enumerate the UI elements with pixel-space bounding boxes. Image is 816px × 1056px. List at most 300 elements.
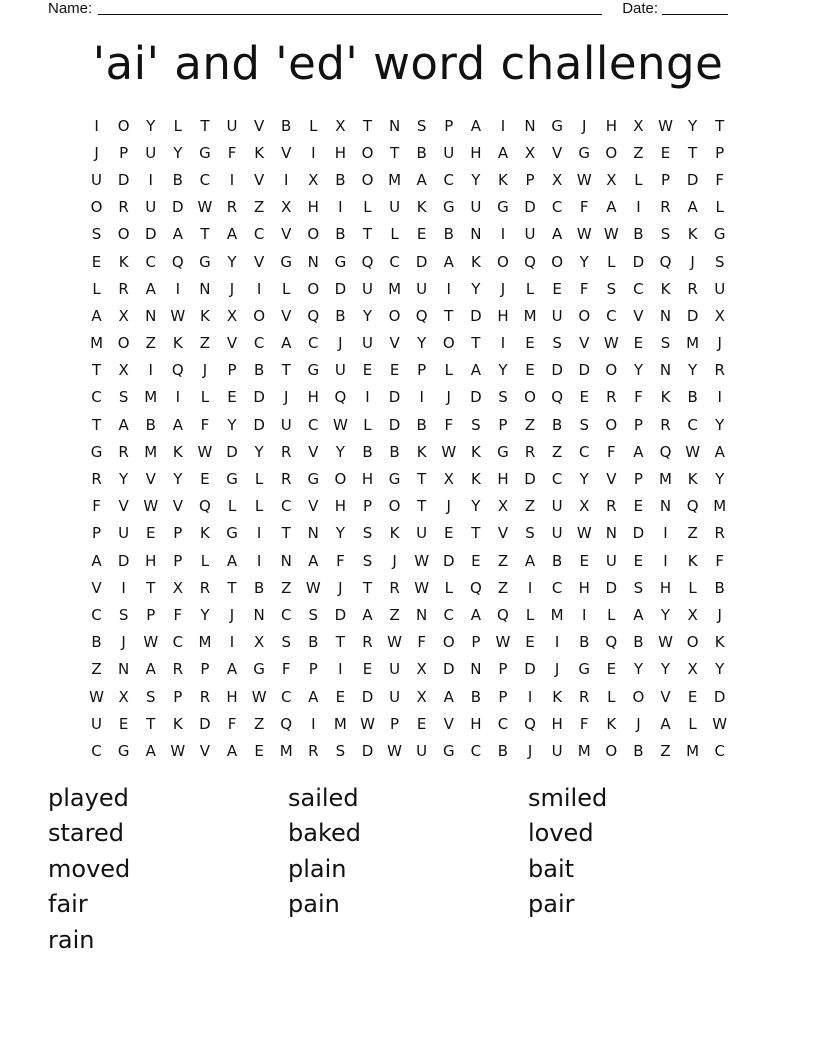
name-blank[interactable] bbox=[98, 0, 602, 15]
grid-letter[interactable]: R bbox=[280, 470, 292, 489]
grid-letter[interactable]: K bbox=[660, 388, 671, 407]
grid-letter[interactable]: N bbox=[253, 605, 265, 624]
grid-letter[interactable]: W bbox=[197, 442, 213, 461]
grid-letter[interactable]: C bbox=[714, 741, 725, 760]
grid-letter[interactable]: I bbox=[121, 578, 126, 597]
grid-letter[interactable]: D bbox=[470, 388, 482, 407]
grid-letter[interactable]: K bbox=[552, 687, 563, 706]
grid-letter[interactable]: P bbox=[362, 497, 372, 516]
grid-letter[interactable]: U bbox=[145, 198, 157, 217]
grid-letter[interactable]: Z bbox=[91, 660, 102, 679]
grid-letter[interactable]: O bbox=[361, 143, 374, 162]
grid-letter[interactable]: F bbox=[579, 198, 589, 217]
grid-letter[interactable]: C bbox=[443, 605, 454, 624]
grid-letter[interactable]: A bbox=[145, 660, 156, 679]
grid-letter[interactable]: A bbox=[118, 415, 129, 434]
grid-letter[interactable]: D bbox=[172, 198, 184, 217]
grid-letter[interactable]: A bbox=[497, 143, 509, 162]
grid-letter[interactable]: V bbox=[118, 497, 129, 516]
grid-letter[interactable]: D bbox=[524, 660, 536, 679]
grid-letter[interactable]: J bbox=[717, 334, 722, 353]
grid-letter[interactable]: X bbox=[118, 306, 129, 325]
grid-letter[interactable]: S bbox=[362, 551, 373, 570]
grid-letter[interactable]: T bbox=[471, 334, 481, 353]
grid-letter[interactable]: P bbox=[471, 633, 481, 652]
grid-letter[interactable]: S bbox=[335, 741, 346, 760]
grid-letter[interactable]: T bbox=[200, 116, 210, 135]
grid-letter[interactable]: T bbox=[200, 225, 210, 244]
grid-letter[interactable]: Z bbox=[145, 334, 156, 353]
grid-letter[interactable]: U bbox=[91, 170, 103, 189]
grid-letter[interactable]: Y bbox=[417, 334, 427, 353]
grid-letter[interactable]: M bbox=[388, 279, 402, 298]
grid-letter[interactable]: O bbox=[361, 170, 374, 189]
grid-letter[interactable]: G bbox=[199, 143, 211, 162]
grid-letter[interactable]: J bbox=[283, 388, 289, 407]
grid-letter[interactable]: Y bbox=[715, 660, 725, 679]
grid-letter[interactable]: U bbox=[551, 524, 563, 543]
grid-letter[interactable]: V bbox=[199, 741, 211, 760]
grid-letter[interactable]: N bbox=[307, 524, 319, 543]
grid-letter[interactable]: K bbox=[389, 524, 400, 543]
grid-letter[interactable]: M bbox=[523, 306, 537, 325]
grid-letter[interactable]: B bbox=[335, 225, 346, 244]
grid-letter[interactable]: L bbox=[200, 388, 210, 407]
grid-letter[interactable]: V bbox=[606, 470, 617, 489]
grid-letter[interactable]: V bbox=[308, 442, 319, 461]
grid-letter[interactable]: O bbox=[253, 306, 266, 325]
grid-letter[interactable]: E bbox=[145, 524, 156, 543]
grid-letter[interactable]: K bbox=[118, 252, 129, 271]
grid-letter[interactable]: C bbox=[551, 470, 563, 489]
grid-letter[interactable]: D bbox=[578, 361, 591, 380]
grid-letter[interactable]: C bbox=[308, 415, 319, 434]
grid-letter[interactable]: G bbox=[307, 470, 320, 489]
grid-letter[interactable]: L bbox=[282, 279, 291, 298]
grid-letter[interactable]: N bbox=[659, 361, 672, 380]
grid-letter[interactable]: C bbox=[91, 388, 102, 407]
grid-letter[interactable]: I bbox=[256, 279, 262, 298]
grid-letter[interactable]: P bbox=[119, 143, 129, 162]
grid-letter[interactable]: D bbox=[226, 442, 238, 461]
grid-letter[interactable]: D bbox=[605, 578, 618, 597]
grid-letter[interactable]: X bbox=[172, 578, 183, 597]
grid-letter[interactable]: J bbox=[229, 605, 235, 624]
grid-letter[interactable]: D bbox=[361, 741, 374, 760]
grid-letter[interactable]: N bbox=[280, 551, 292, 570]
grid-letter[interactable]: T bbox=[389, 143, 400, 162]
grid-letter[interactable]: K bbox=[687, 225, 698, 244]
grid-letter[interactable]: X bbox=[497, 497, 509, 516]
grid-letter[interactable]: W bbox=[143, 633, 159, 652]
grid-letter[interactable]: L bbox=[688, 714, 697, 733]
grid-letter[interactable]: Y bbox=[579, 470, 589, 489]
grid-letter[interactable]: T bbox=[281, 524, 291, 543]
grid-letter[interactable]: S bbox=[362, 524, 373, 543]
grid-letter[interactable]: U bbox=[714, 279, 726, 298]
grid-letter[interactable]: A bbox=[308, 687, 319, 706]
grid-letter[interactable]: H bbox=[605, 116, 617, 135]
grid-letter[interactable]: L bbox=[363, 415, 372, 434]
grid-letter[interactable]: G bbox=[578, 660, 591, 679]
grid-letter[interactable]: H bbox=[470, 143, 482, 162]
grid-letter[interactable]: Q bbox=[334, 388, 347, 407]
grid-letter[interactable]: J bbox=[338, 334, 343, 353]
grid-letter[interactable]: T bbox=[335, 633, 345, 652]
grid-letter[interactable]: R bbox=[579, 687, 590, 706]
grid-letter[interactable]: U bbox=[524, 225, 536, 244]
grid-letter[interactable]: M bbox=[333, 714, 347, 733]
grid-letter[interactable]: T bbox=[715, 116, 725, 135]
grid-letter[interactable]: O bbox=[307, 279, 320, 298]
grid-letter[interactable]: L bbox=[444, 578, 453, 597]
grid-letter[interactable]: K bbox=[687, 470, 698, 489]
grid-letter[interactable]: W bbox=[143, 497, 159, 516]
grid-letter[interactable]: P bbox=[660, 170, 671, 189]
grid-letter[interactable]: R bbox=[172, 660, 184, 679]
grid-letter[interactable]: E bbox=[91, 252, 102, 271]
grid-letter[interactable]: R bbox=[308, 741, 319, 760]
grid-letter[interactable]: H bbox=[659, 578, 672, 597]
grid-letter[interactable]: E bbox=[525, 633, 535, 652]
grid-letter[interactable]: E bbox=[471, 551, 481, 570]
grid-letter[interactable]: P bbox=[498, 415, 508, 434]
grid-letter[interactable]: F bbox=[444, 415, 454, 434]
grid-letter[interactable]: L bbox=[607, 252, 616, 271]
grid-letter[interactable]: K bbox=[498, 170, 508, 189]
grid-letter[interactable]: K bbox=[254, 143, 265, 162]
grid-letter[interactable]: L bbox=[173, 116, 182, 135]
grid-letter[interactable]: D bbox=[334, 279, 347, 298]
grid-letter[interactable]: N bbox=[416, 605, 428, 624]
grid-letter[interactable]: K bbox=[606, 714, 617, 733]
grid-letter[interactable]: B bbox=[281, 116, 292, 135]
grid-letter[interactable]: I bbox=[554, 633, 560, 652]
grid-letter[interactable]: V bbox=[497, 524, 509, 543]
grid-letter[interactable]: T bbox=[362, 578, 373, 597]
grid-letter[interactable]: A bbox=[91, 551, 102, 570]
grid-letter[interactable]: A bbox=[524, 551, 536, 570]
grid-letter[interactable]: B bbox=[335, 170, 346, 189]
grid-letter[interactable]: J bbox=[500, 279, 506, 298]
grid-letter[interactable]: A bbox=[226, 660, 238, 679]
grid-letter[interactable]: V bbox=[281, 306, 292, 325]
grid-letter[interactable]: R bbox=[280, 442, 292, 461]
grid-letter[interactable]: W bbox=[414, 578, 430, 597]
grid-letter[interactable]: J bbox=[202, 361, 208, 380]
grid-letter[interactable]: U bbox=[416, 279, 428, 298]
grid-letter[interactable]: K bbox=[470, 442, 481, 461]
grid-letter[interactable]: U bbox=[118, 524, 130, 543]
grid-letter[interactable]: O bbox=[497, 252, 509, 271]
grid-letter[interactable]: N bbox=[659, 306, 672, 325]
grid-letter[interactable]: I bbox=[229, 170, 235, 189]
grid-letter[interactable]: Z bbox=[524, 497, 536, 516]
grid-letter[interactable]: W bbox=[603, 334, 619, 353]
grid-letter[interactable]: Q bbox=[307, 306, 320, 325]
grid-letter[interactable]: W bbox=[576, 524, 592, 543]
grid-letter[interactable]: E bbox=[579, 551, 589, 570]
grid-letter[interactable]: Q bbox=[524, 252, 536, 271]
grid-letter[interactable]: E bbox=[579, 388, 589, 407]
grid-letter[interactable]: R bbox=[199, 687, 211, 706]
grid-letter[interactable]: B bbox=[416, 415, 427, 434]
grid-letter[interactable]: L bbox=[92, 279, 101, 298]
grid-letter[interactable]: D bbox=[442, 660, 455, 679]
grid-letter[interactable]: R bbox=[606, 497, 617, 516]
grid-letter[interactable]: H bbox=[226, 687, 238, 706]
grid-letter[interactable]: C bbox=[253, 334, 265, 353]
grid-letter[interactable]: D bbox=[253, 415, 265, 434]
grid-letter[interactable]: A bbox=[633, 605, 644, 624]
grid-letter[interactable]: Q bbox=[171, 252, 184, 271]
grid-letter[interactable]: Z bbox=[552, 442, 563, 461]
grid-letter[interactable]: E bbox=[444, 524, 454, 543]
grid-letter[interactable]: B bbox=[714, 578, 725, 597]
grid-letter[interactable]: V bbox=[443, 714, 454, 733]
grid-letter[interactable]: Y bbox=[362, 306, 373, 325]
grid-letter[interactable]: F bbox=[173, 605, 183, 624]
grid-letter[interactable]: E bbox=[389, 361, 400, 380]
grid-letter[interactable]: T bbox=[417, 497, 427, 516]
grid-letter[interactable]: U bbox=[389, 660, 401, 679]
grid-letter[interactable]: D bbox=[524, 198, 536, 217]
grid-letter[interactable]: I bbox=[338, 660, 343, 679]
grid-letter[interactable]: M bbox=[686, 334, 700, 353]
grid-letter[interactable]: U bbox=[443, 143, 455, 162]
grid-letter[interactable]: U bbox=[91, 714, 103, 733]
grid-letter[interactable]: L bbox=[688, 578, 697, 597]
grid-letter[interactable]: S bbox=[118, 388, 129, 407]
grid-letter[interactable]: S bbox=[471, 415, 481, 434]
grid-letter[interactable]: O bbox=[117, 116, 130, 135]
grid-letter[interactable]: O bbox=[524, 388, 536, 407]
grid-letter[interactable]: X bbox=[524, 143, 536, 162]
grid-letter[interactable]: W bbox=[658, 633, 673, 652]
grid-letter[interactable]: B bbox=[362, 442, 373, 461]
grid-letter[interactable]: F bbox=[579, 279, 589, 298]
grid-letter[interactable]: C bbox=[199, 170, 211, 189]
grid-letter[interactable]: A bbox=[145, 279, 156, 298]
grid-letter[interactable]: P bbox=[444, 116, 454, 135]
grid-letter[interactable]: D bbox=[144, 225, 157, 244]
grid-letter[interactable]: B bbox=[253, 361, 265, 380]
grid-letter[interactable]: I bbox=[256, 551, 262, 570]
grid-letter[interactable]: Y bbox=[119, 470, 129, 489]
grid-letter[interactable]: Y bbox=[715, 415, 725, 434]
grid-letter[interactable]: V bbox=[253, 252, 265, 271]
grid-letter[interactable]: R bbox=[606, 388, 617, 407]
grid-letter[interactable]: V bbox=[253, 116, 265, 135]
grid-letter[interactable]: U bbox=[551, 306, 563, 325]
grid-letter[interactable]: O bbox=[578, 306, 591, 325]
grid-letter[interactable]: D bbox=[334, 605, 347, 624]
grid-letter[interactable]: Z bbox=[281, 578, 292, 597]
grid-letter[interactable]: J bbox=[446, 388, 451, 407]
grid-letter[interactable]: X bbox=[308, 170, 319, 189]
grid-letter[interactable]: O bbox=[442, 334, 455, 353]
grid-letter[interactable]: W bbox=[495, 633, 511, 652]
grid-letter[interactable]: G bbox=[334, 252, 347, 271]
grid-letter[interactable]: C bbox=[308, 334, 319, 353]
grid-letter[interactable]: S bbox=[660, 225, 671, 244]
grid-letter[interactable]: S bbox=[416, 116, 427, 135]
grid-letter[interactable]: L bbox=[607, 605, 616, 624]
grid-letter[interactable]: K bbox=[687, 551, 698, 570]
date-blank[interactable] bbox=[662, 0, 728, 15]
grid-letter[interactable]: R bbox=[660, 415, 671, 434]
grid-letter[interactable]: G bbox=[199, 252, 211, 271]
grid-letter[interactable]: X bbox=[118, 361, 129, 380]
grid-letter[interactable]: E bbox=[416, 714, 427, 733]
grid-letter[interactable]: W bbox=[712, 714, 728, 733]
grid-letter[interactable]: S bbox=[91, 225, 102, 244]
grid-letter[interactable]: W bbox=[387, 741, 402, 760]
grid-letter[interactable]: I bbox=[663, 524, 668, 543]
grid-letter[interactable]: E bbox=[525, 361, 535, 380]
grid-letter[interactable]: N bbox=[307, 252, 319, 271]
grid-letter[interactable]: C bbox=[91, 741, 102, 760]
grid-letter[interactable]: L bbox=[607, 687, 616, 706]
grid-letter[interactable]: V bbox=[145, 470, 156, 489]
grid-letter[interactable]: R bbox=[199, 578, 211, 597]
grid-letter[interactable]: Y bbox=[200, 605, 210, 624]
grid-letter[interactable]: U bbox=[280, 415, 292, 434]
grid-letter[interactable]: A bbox=[633, 442, 644, 461]
grid-letter[interactable]: X bbox=[416, 660, 427, 679]
grid-letter[interactable]: O bbox=[605, 361, 618, 380]
grid-letter[interactable]: T bbox=[227, 578, 237, 597]
grid-letter[interactable]: L bbox=[525, 605, 535, 624]
grid-letter[interactable]: E bbox=[633, 497, 644, 516]
grid-letter[interactable]: X bbox=[714, 306, 725, 325]
grid-letter[interactable]: Y bbox=[471, 170, 481, 189]
grid-letter[interactable]: Y bbox=[715, 470, 725, 489]
grid-letter[interactable]: M bbox=[144, 388, 158, 407]
grid-letter[interactable]: V bbox=[172, 497, 183, 516]
grid-letter[interactable]: F bbox=[417, 633, 426, 652]
grid-letter[interactable]: I bbox=[338, 198, 343, 217]
grid-letter[interactable]: X bbox=[416, 687, 427, 706]
grid-letter[interactable]: Z bbox=[253, 198, 265, 217]
grid-letter[interactable]: Z bbox=[389, 605, 400, 624]
grid-letter[interactable]: T bbox=[281, 361, 291, 380]
grid-letter[interactable]: Q bbox=[199, 497, 211, 516]
grid-letter[interactable]: D bbox=[632, 524, 645, 543]
grid-letter[interactable]: E bbox=[227, 388, 237, 407]
grid-letter[interactable]: D bbox=[361, 687, 374, 706]
grid-letter[interactable]: B bbox=[551, 415, 563, 434]
grid-letter[interactable]: K bbox=[714, 633, 725, 652]
grid-letter[interactable]: G bbox=[117, 741, 130, 760]
grid-letter[interactable]: Y bbox=[688, 116, 698, 135]
grid-letter[interactable]: G bbox=[442, 198, 455, 217]
grid-letter[interactable]: M bbox=[659, 470, 672, 489]
grid-letter[interactable]: W bbox=[576, 225, 592, 244]
grid-letter[interactable]: R bbox=[118, 279, 129, 298]
grid-letter[interactable]: P bbox=[173, 524, 183, 543]
grid-letter[interactable]: H bbox=[470, 714, 482, 733]
grid-letter[interactable]: P bbox=[200, 660, 210, 679]
grid-letter[interactable]: V bbox=[281, 225, 292, 244]
grid-letter[interactable]: O bbox=[334, 470, 347, 489]
grid-letter[interactable]: C bbox=[145, 252, 156, 271]
grid-letter[interactable]: R bbox=[389, 578, 400, 597]
grid-letter[interactable]: N bbox=[659, 497, 672, 516]
grid-letter[interactable]: G bbox=[90, 442, 103, 461]
grid-letter[interactable]: G bbox=[280, 252, 293, 271]
grid-letter[interactable]: W bbox=[658, 116, 673, 135]
grid-letter[interactable]: W bbox=[576, 170, 592, 189]
grid-letter[interactable]: O bbox=[90, 198, 103, 217]
grid-letter[interactable]: J bbox=[690, 252, 695, 271]
grid-letter[interactable]: G bbox=[497, 198, 509, 217]
grid-letter[interactable]: W bbox=[387, 633, 402, 652]
grid-letter[interactable]: I bbox=[500, 225, 506, 244]
grid-letter[interactable]: G bbox=[226, 524, 238, 543]
grid-letter[interactable]: Y bbox=[335, 524, 345, 543]
grid-letter[interactable]: B bbox=[145, 415, 156, 434]
grid-letter[interactable]: X bbox=[687, 605, 698, 624]
grid-letter[interactable]: S bbox=[498, 388, 508, 407]
grid-letter[interactable]: H bbox=[307, 198, 319, 217]
grid-letter[interactable]: O bbox=[605, 415, 618, 434]
grid-letter[interactable]: W bbox=[441, 442, 457, 461]
grid-letter[interactable]: C bbox=[389, 252, 400, 271]
grid-letter[interactable]: U bbox=[416, 741, 428, 760]
grid-letter[interactable]: B bbox=[470, 687, 481, 706]
grid-letter[interactable]: E bbox=[606, 660, 617, 679]
grid-letter[interactable]: E bbox=[254, 741, 264, 760]
grid-letter[interactable]: F bbox=[200, 415, 210, 434]
grid-letter[interactable]: W bbox=[305, 578, 321, 597]
grid-letter[interactable]: K bbox=[660, 279, 671, 298]
grid-letter[interactable]: N bbox=[470, 225, 482, 244]
grid-letter[interactable]: I bbox=[256, 524, 262, 543]
grid-letter[interactable]: M bbox=[577, 741, 591, 760]
grid-letter[interactable]: K bbox=[172, 714, 183, 733]
grid-letter[interactable]: W bbox=[170, 306, 186, 325]
grid-letter[interactable]: I bbox=[148, 170, 153, 189]
grid-letter[interactable]: G bbox=[307, 361, 320, 380]
grid-letter[interactable]: Y bbox=[254, 442, 264, 461]
grid-letter[interactable]: I bbox=[527, 687, 533, 706]
grid-letter[interactable]: O bbox=[117, 225, 130, 244]
grid-letter[interactable]: G bbox=[578, 143, 591, 162]
grid-letter[interactable]: L bbox=[254, 497, 264, 516]
grid-letter[interactable]: S bbox=[525, 524, 535, 543]
grid-letter[interactable]: P bbox=[173, 687, 183, 706]
grid-letter[interactable]: A bbox=[308, 551, 319, 570]
grid-letter[interactable]: R bbox=[118, 442, 129, 461]
grid-letter[interactable]: B bbox=[416, 143, 427, 162]
grid-letter[interactable]: V bbox=[579, 334, 590, 353]
grid-letter[interactable]: Y bbox=[146, 116, 156, 135]
grid-letter[interactable]: O bbox=[605, 143, 618, 162]
grid-letter[interactable]: C bbox=[172, 633, 184, 652]
grid-letter[interactable]: Q bbox=[659, 252, 672, 271]
grid-letter[interactable]: Y bbox=[579, 252, 589, 271]
grid-letter[interactable]: V bbox=[91, 578, 102, 597]
grid-letter[interactable]: K bbox=[470, 470, 481, 489]
grid-letter[interactable]: U bbox=[334, 361, 346, 380]
grid-letter[interactable]: T bbox=[362, 225, 373, 244]
grid-letter[interactable]: I bbox=[446, 279, 451, 298]
grid-letter[interactable]: B bbox=[253, 578, 265, 597]
grid-letter[interactable]: X bbox=[579, 497, 590, 516]
grid-letter[interactable]: V bbox=[226, 334, 238, 353]
grid-letter[interactable]: B bbox=[687, 388, 698, 407]
